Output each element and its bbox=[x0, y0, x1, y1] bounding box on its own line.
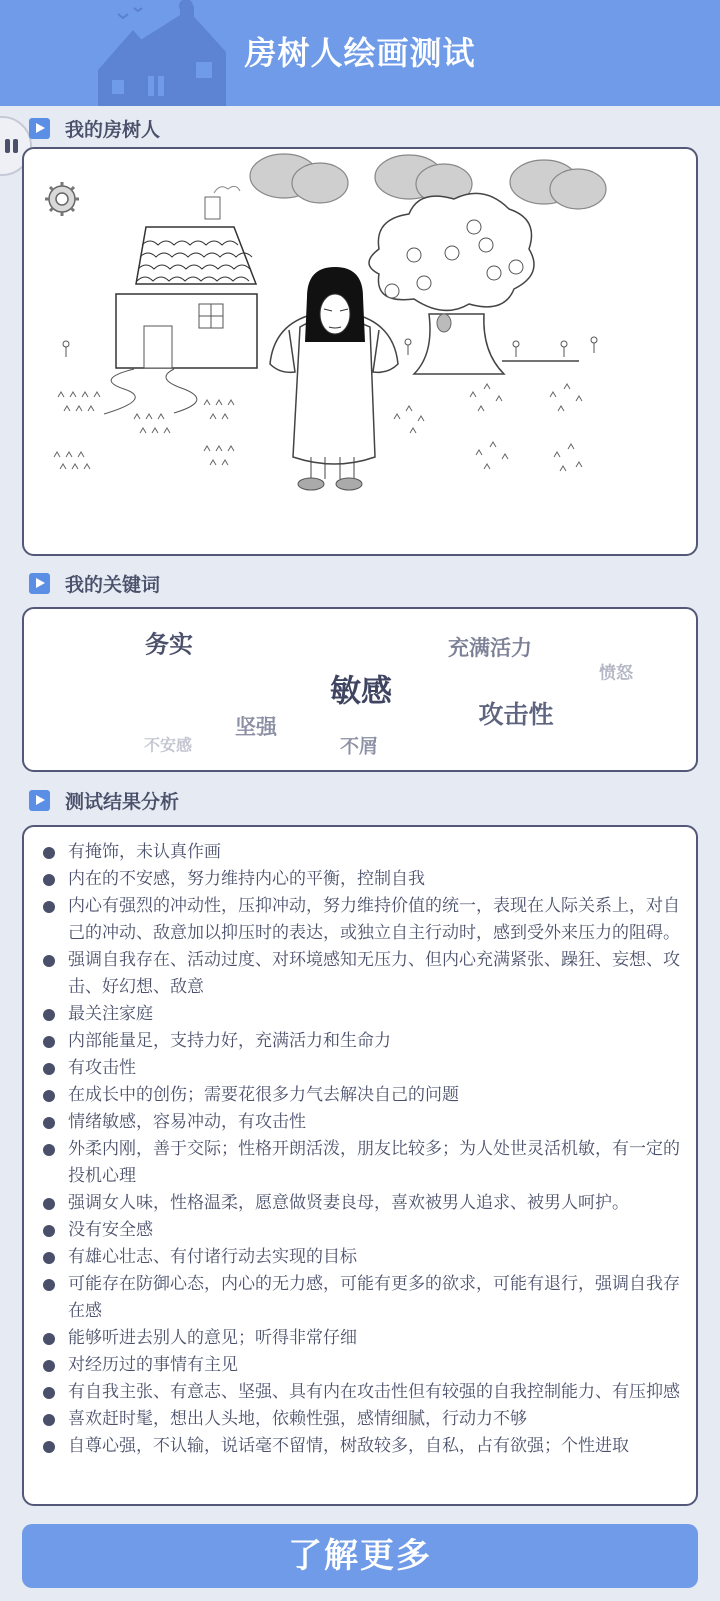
analysis-item: 有自我主张、有意志、坚强、具有内在攻击性但有较强的自我控制能力、有压抑感 bbox=[42, 1379, 686, 1406]
analysis-item: 内部能量足，支持力好，充满活力和生命力 bbox=[42, 1028, 686, 1055]
analysis-item: 对经历过的事情有主见 bbox=[42, 1352, 686, 1379]
keyword: 坚强 bbox=[235, 715, 277, 739]
keyword: 充满活力 bbox=[448, 636, 532, 660]
play-icon bbox=[29, 118, 50, 139]
play-icon bbox=[29, 790, 50, 811]
analysis-item: 有掩饰，未认真作画 bbox=[42, 839, 686, 866]
keyword: 愤怒 bbox=[599, 663, 633, 684]
page-title: 房树人绘画测试 bbox=[244, 34, 476, 72]
analysis-item: 可能存在防御心态，内心的无力感，可能有更多的欲求，可能有退行，强调自我存在感 bbox=[42, 1271, 686, 1325]
sun-icon bbox=[45, 182, 79, 216]
analysis-list bbox=[24, 827, 696, 1460]
learn-more-button[interactable]: 了解更多 bbox=[22, 1524, 698, 1588]
analysis-item: 内心有强烈的冲动性，压抑冲动，努力维持价值的统一，表现在人际关系上，对自己的冲动、敌意加以抑压时的表达，或独立自主行动时，感到受外来压力的阻碍。 bbox=[42, 893, 686, 947]
keyword: 不屑 bbox=[339, 735, 379, 758]
drawing-section-label: 我的房树人 bbox=[65, 118, 161, 141]
keyword: 攻击性 bbox=[478, 700, 554, 729]
drawing-section-header bbox=[29, 116, 160, 140]
analysis-card[interactable] bbox=[22, 825, 698, 1506]
analysis-item: 强调女人味，性格温柔，愿意做贤妻良母，喜欢被男人追求、被男人呵护。 bbox=[42, 1190, 686, 1217]
analysis-item: 没有安全感 bbox=[42, 1217, 686, 1244]
analysis-item: 自尊心强，不认输，说话毫不留情，树敌较多，自私，占有欲强；个性进取 bbox=[42, 1433, 686, 1460]
keyword-cloud bbox=[22, 607, 698, 772]
analysis-item: 有攻击性 bbox=[42, 1055, 686, 1082]
person-figure bbox=[270, 267, 398, 490]
analysis-item: 强调自我存在、活动过度、对环境感知无压力、但内心充满紧张、躁狂、妄想、攻击、好幻想、敌意 bbox=[42, 947, 686, 1001]
analysis-item: 内在的不安感，努力维持内心的平衡，控制自我 bbox=[42, 866, 686, 893]
drawing-card bbox=[22, 147, 698, 556]
analysis-item: 喜欢赶时髦，想出人头地，依赖性强，感情细腻，行动力不够 bbox=[42, 1406, 686, 1433]
analysis-section-header bbox=[29, 788, 179, 812]
analysis-section-label: 测试结果分析 bbox=[65, 790, 180, 813]
keywords-section-label: 我的关键词 bbox=[65, 573, 161, 596]
keyword: 不安感 bbox=[143, 735, 193, 755]
house-tree-person-drawing bbox=[24, 149, 696, 554]
analysis-item: 情绪敏感，容易冲动，有攻击性 bbox=[42, 1109, 686, 1136]
analysis-item: 有雄心壮志、有付诸行动去实现的目标 bbox=[42, 1244, 686, 1271]
analysis-item: 最关注家庭 bbox=[42, 1001, 686, 1028]
play-icon bbox=[29, 573, 50, 594]
keyword: 敏感 bbox=[330, 673, 392, 710]
analysis-item: 在成长中的创伤；需要花很多力气去解决自己的问题 bbox=[42, 1082, 686, 1109]
analysis-item: 外柔内刚，善于交际；性格开朗活泼，朋友比较多；为人处世灵活机敏，有一定的投机心理 bbox=[42, 1136, 686, 1190]
app-header bbox=[0, 0, 720, 106]
analysis-item: 能够听进去别人的意见；听得非常仔细 bbox=[42, 1325, 686, 1352]
keywords-section-header bbox=[29, 571, 160, 595]
keyword: 务实 bbox=[145, 630, 193, 659]
